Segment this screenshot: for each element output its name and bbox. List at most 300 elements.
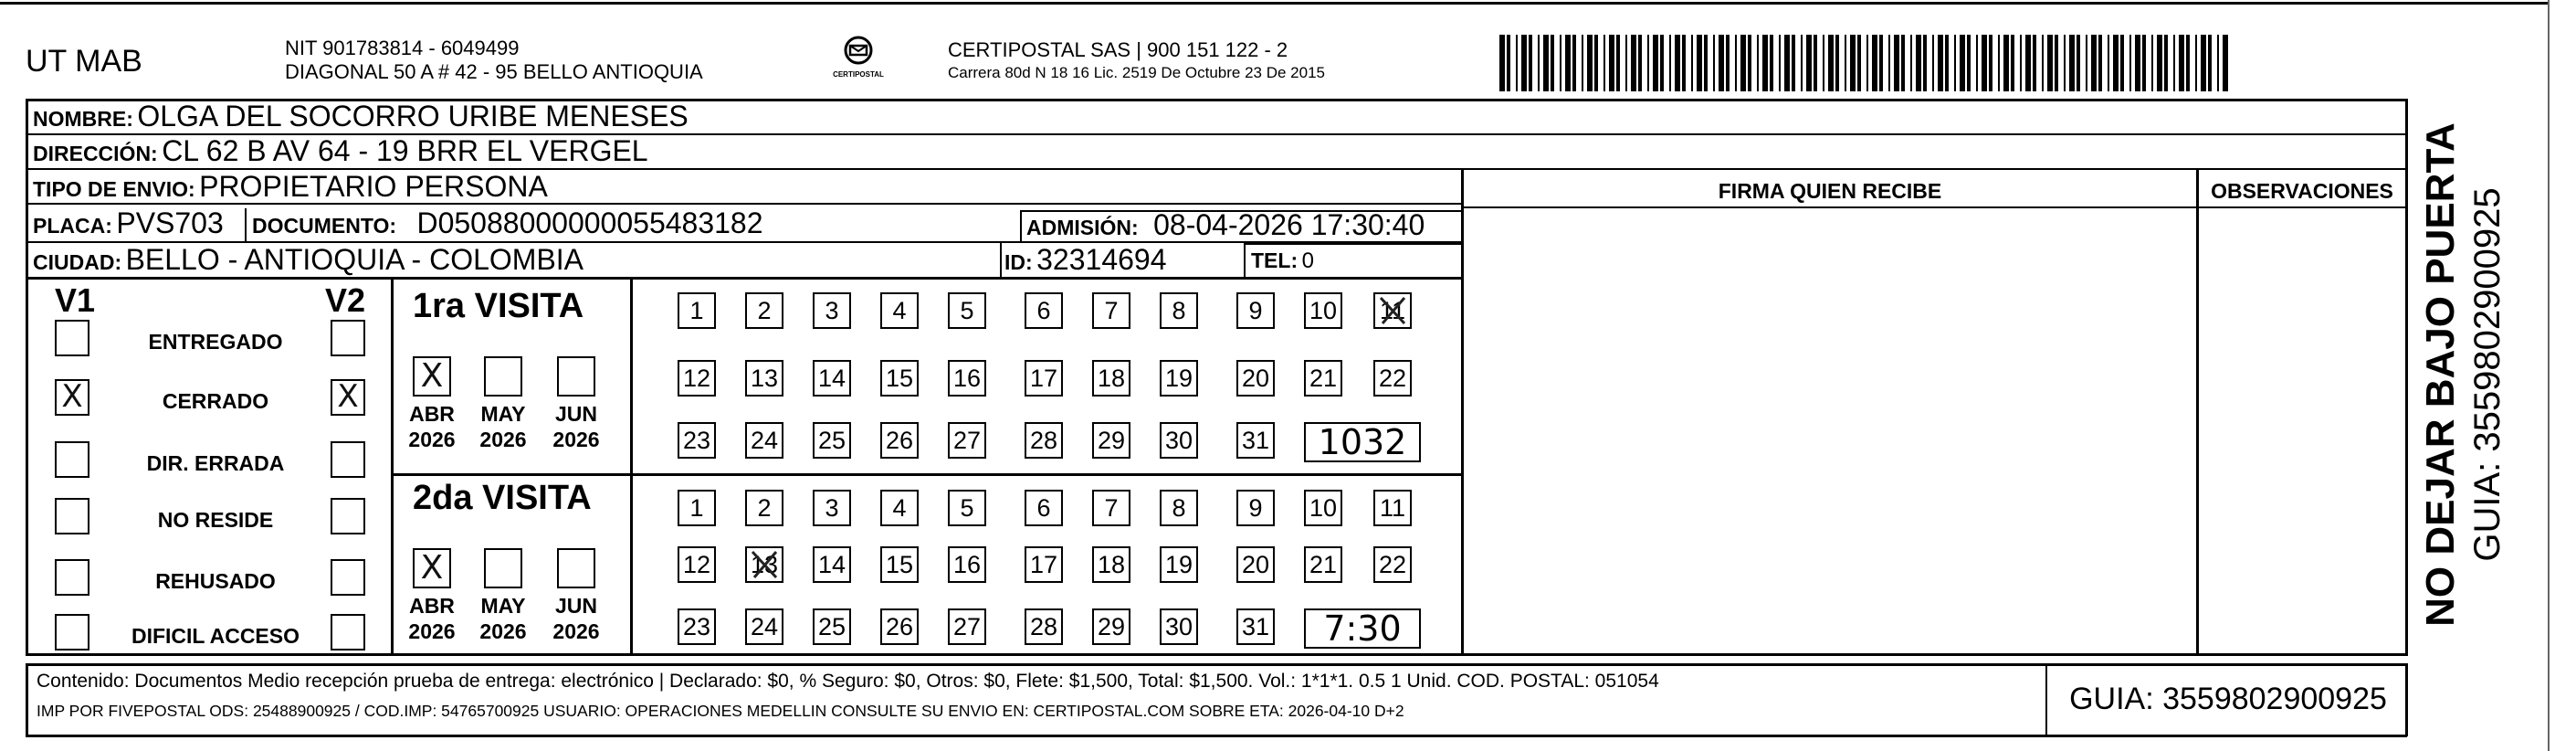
type-label: TIPO DE ENVIO: [33,177,195,201]
day-number: 26 [885,427,914,454]
day-box[interactable] [948,360,986,397]
day-box[interactable] [1092,422,1130,459]
barcode-bar [1603,35,1605,91]
month-label: MAY [480,402,526,426]
barcode-bar [2025,35,2031,91]
barcode-bar [1660,35,1664,91]
footer-guia: GUIA: 3559802900925 [2069,682,2387,716]
day-box[interactable] [948,490,986,526]
day-number: 7 [1104,494,1119,522]
barcode-bar [1726,35,1730,91]
day-number: 19 [1164,365,1193,392]
barcode-bar [1850,35,1856,91]
barcode-bar [1653,35,1658,91]
day-number: 7 [1104,297,1119,324]
day-number: 27 [952,427,982,454]
barcode-bar [2164,35,2168,91]
day-number: 8 [1172,494,1186,522]
day-number: 4 [892,494,907,522]
barcode-bar [1507,35,1510,91]
day-number: 21 [1309,365,1338,392]
day-box[interactable] [745,360,783,397]
status-v2-checkbox[interactable] [331,320,365,356]
year-label: 2026 [479,619,527,643]
barcode-bar [1806,35,1812,91]
footer-imp: IMP POR FIVEPOSTAL ODS: 25488900925 / COD.IMP: 54765700925 USUARIO: OPERACIONES MEDELLIN CONSULTE SU ENVIO EN: CERTIPOSTAL.COM SOBRE ETA: 2026-04-10 D+2 [37,702,1404,720]
day-number: 10 [1309,494,1338,522]
day-box[interactable] [813,422,851,459]
day-number: 27 [952,613,982,640]
day-box[interactable] [1304,546,1342,583]
day-cross-mark [747,548,782,581]
day-box[interactable] [678,490,716,526]
barcode-bar [1691,35,1693,91]
day-box[interactable] [745,608,783,645]
month-label: MAY [480,594,526,618]
barcode-bar [1989,35,1992,91]
barcode-bar [1551,35,1554,91]
day-box[interactable] [1236,292,1275,329]
day-number: 28 [1029,613,1058,640]
day-number: 18 [1097,551,1126,578]
barcode-bar [1888,35,1890,91]
day-box[interactable] [1092,292,1130,329]
barcode-bar [1901,35,1905,91]
city-field [33,243,584,277]
status-label: CERRADO [162,389,269,413]
day-number: 15 [885,551,914,578]
day-number: 30 [1164,613,1193,640]
tel-label: TEL: [1251,249,1299,272]
day-number: 25 [817,427,846,454]
time-field[interactable]: 7:30 [1304,608,1421,649]
day-box[interactable] [880,490,919,526]
barcode-bar [1910,35,1912,91]
day-box[interactable] [1160,608,1198,645]
barcode-bar [1675,35,1680,91]
day-box[interactable] [1025,546,1063,583]
day-box[interactable] [1304,360,1342,397]
day-box[interactable] [1092,490,1130,526]
day-number: 15 [885,365,914,392]
barcode-bar [1543,35,1549,91]
day-number: 29 [1097,613,1126,640]
city-label: CIUDAD: [33,250,122,274]
barcode-bar [1916,35,1921,91]
barcode-bar [1938,35,1943,91]
barcode-bar [1784,35,1790,91]
visit1-title: 1ra VISITA [413,287,584,325]
day-box[interactable] [1025,360,1063,397]
barcode-bar [2135,35,2140,91]
barcode-bar [1609,35,1614,91]
name-label: NOMBRE: [33,107,133,131]
barcode-bar [2003,35,2009,91]
day-box[interactable] [1373,490,1412,526]
barcode-bar [1770,35,1773,91]
barcode-bar [1697,35,1702,91]
year-label: 2026 [552,428,600,451]
day-box[interactable] [1160,546,1198,583]
barcode-bar [1565,35,1571,91]
barcode-bar [2208,35,2212,91]
barcode-bar [1625,35,1627,91]
day-box[interactable] [880,292,919,329]
barcode-bar [1682,35,1686,91]
day-number: 31 [1241,427,1270,454]
day-box[interactable] [1025,608,1063,645]
visit2-title: 2da VISITA [413,479,592,517]
barcode-bar [1967,35,1971,91]
barcode-bar [1845,35,1846,91]
barcode-bar [1792,35,1795,91]
barcode-bar [1998,35,2000,91]
day-box[interactable] [745,422,783,459]
barcode-bar [2173,35,2175,91]
barcode-bar [2201,35,2206,91]
day-box[interactable] [948,422,986,459]
month-label: ABR [409,402,455,426]
status-label: ENTREGADO [148,330,283,354]
month-checkbox[interactable] [484,356,522,397]
month-checkbox[interactable] [557,548,595,588]
barcode-bar [2186,35,2190,91]
barcode-bar [1823,35,1824,91]
day-box[interactable] [1304,292,1342,329]
barcode-bar [1631,35,1636,91]
barcode-bar [1735,35,1737,91]
top-border [0,2,2548,5]
day-box[interactable] [745,292,783,329]
day-number: 11 [1379,297,1406,324]
day-box[interactable] [1236,546,1275,583]
city-value: BELLO - ANTIOQUIA - COLOMBIA [125,243,584,276]
barcode-bar [1757,35,1759,91]
day-box[interactable] [813,490,851,526]
day-number: 24 [750,427,779,454]
barcode-bar [1529,35,1532,91]
day-number: 16 [952,551,982,578]
month-checkbox[interactable]: X [413,548,451,588]
day-box[interactable] [1373,546,1412,583]
day-number: 30 [1164,427,1193,454]
logo-emblem-icon [840,35,877,66]
day-box[interactable] [880,608,919,645]
day-number: 25 [817,613,846,640]
sender-name: UT MAB [26,44,142,79]
barcode-bar [1932,35,1934,91]
day-number: 13 [750,551,779,578]
shipment-type: PROPIETARIO PERSONA [199,170,548,203]
day-box[interactable] [745,546,783,583]
day-number: 10 [1309,297,1338,324]
barcode-bar [1647,35,1649,91]
month-label: JUN [554,594,597,618]
address-label: DIRECCIÓN: [33,142,158,165]
day-box[interactable] [1025,422,1063,459]
day-box[interactable] [813,608,851,645]
day-box[interactable] [948,292,986,329]
barcode-bar [2033,35,2036,91]
day-number: 23 [682,427,711,454]
barcode-bar [1572,35,1576,91]
barcode-bar [2064,35,2066,91]
day-number: 4 [892,297,907,324]
day-box[interactable] [678,422,716,459]
plate-label: PLACA: [33,214,112,238]
barcode-bar [1954,35,1956,91]
right-margin-line [2548,0,2550,751]
barcode-bar [1960,35,1965,91]
status-v1-checkbox[interactable] [55,441,89,478]
day-number: 2 [757,297,772,324]
barcode-bar [2069,35,2075,91]
day-number: 5 [960,494,974,522]
barcode-bar [1740,35,1746,91]
barcode-bar [1719,35,1724,91]
status-v2-checkbox[interactable] [331,614,365,651]
day-box[interactable] [813,292,851,329]
day-box[interactable] [1236,608,1275,645]
year-label: 2026 [408,619,456,643]
barcode-bar [1713,35,1715,91]
barcode-bar [2055,35,2058,91]
day-number: 24 [750,613,779,640]
status-label: DIR. ERRADA [146,451,285,475]
time-field[interactable]: 1032 [1304,422,1421,462]
day-number: 5 [960,297,974,324]
admission-value: 08-04-2026 17:30:40 [1153,208,1425,241]
barcode-bar [1748,35,1751,91]
day-number: 8 [1172,297,1186,324]
day-number: 19 [1164,551,1193,578]
logo-text: CERTIPOSTAL [833,70,884,79]
day-box[interactable] [1025,292,1063,329]
barcode-bar [1835,35,1839,91]
barcode-bar [1704,35,1708,91]
day-number: 16 [952,365,982,392]
barcode-bar [1762,35,1768,91]
barcode-bar [2086,35,2087,91]
day-number: 31 [1241,613,1270,640]
barcode-bar [2113,35,2119,91]
tel-field [1251,249,1314,274]
day-number: 17 [1029,551,1058,578]
day-number: 22 [1378,365,1407,392]
day-number: 9 [1248,297,1263,324]
tel-value: 0 [1301,249,1314,273]
barcode-bar [2195,35,2197,91]
recipient-address: CL 62 B AV 64 - 19 BRR EL VERGEL [162,134,648,167]
barcode-bar [2217,35,2219,91]
month-checkbox[interactable] [484,548,522,588]
type-row [33,170,548,204]
name-row [33,100,689,133]
year-label: 2026 [479,428,527,451]
barcode-bar [1560,35,1561,91]
status-v1-checkbox[interactable] [55,614,89,651]
company-license: Carrera 80d N 18 16 Lic. 2519 De Octubre 23 De 2015 [948,64,1325,81]
day-box[interactable] [948,608,986,645]
barcode-bar [1923,35,1927,91]
day-box[interactable] [678,360,716,397]
barcode-bar [1814,35,1817,91]
barcode-bar [2157,35,2162,91]
barcode-bar [1587,35,1593,91]
status-label: NO RESIDE [157,508,274,532]
barcode-bar [1801,35,1803,91]
day-box[interactable] [1160,292,1198,329]
status-v2-checkbox[interactable] [331,498,365,534]
barcode-bar [2077,35,2080,91]
status-v1-checkbox[interactable] [55,320,89,356]
signature-header: FIRMA QUIEN RECIBE [1718,179,1942,203]
day-number: 13 [750,365,779,392]
barcode-bar [1499,35,1505,91]
day-number: 14 [817,551,846,578]
document-value: D05088000000055483182 [416,206,763,239]
day-box[interactable] [1373,360,1412,397]
v2-header: V2 [325,281,366,319]
day-number: 18 [1097,365,1126,392]
status-label: DIFICIL ACCESO [131,624,300,648]
barcode-bar [1779,35,1781,91]
sender-address: DIAGONAL 50 A # 42 - 95 BELLO ANTIOQUIA [285,60,703,83]
day-box[interactable] [880,546,919,583]
day-number: 28 [1029,427,1058,454]
day-box[interactable] [1373,292,1412,329]
admission-label: ADMISIÓN: [1026,216,1139,239]
status-label: REHUSADO [155,569,276,593]
recipient-name: OLGA DEL SOCORRO URIBE MENESES [137,100,689,132]
day-number: 3 [825,494,839,522]
barcode-bar [1894,35,1899,91]
day-number: 2 [757,494,772,522]
day-box[interactable] [813,546,851,583]
barcode-bar [1982,35,1987,91]
status-v1-checkbox[interactable] [55,559,89,596]
barcode-bar [1879,35,1883,91]
barcode-bar [2108,35,2109,91]
barcode-bar [1638,35,1642,91]
barcode-bar [1828,35,1834,91]
company-name: CERTIPOSTAL SAS | 900 151 122 - 2 [948,38,1288,61]
day-number: 20 [1241,365,1270,392]
barcode-bar [1857,35,1861,91]
barcode-bar [2179,35,2184,91]
day-box[interactable] [1092,360,1130,397]
id-label: ID: [1004,250,1033,274]
day-box[interactable] [1236,360,1275,397]
id-field [1004,243,1167,277]
day-number: 6 [1036,297,1051,324]
barcode-bar [2091,35,2097,91]
barcode-bar [2142,35,2146,91]
barcode-bar [2042,35,2044,91]
sender-nit: NIT 901783814 - 6049499 [285,37,520,59]
day-box[interactable] [678,546,716,583]
day-number: 11 [1379,494,1406,522]
status-v1-checkbox[interactable]: X [55,379,89,416]
document-label: DOCUMENTO: [252,214,397,238]
day-box[interactable] [1160,422,1198,459]
day-number: 12 [682,365,711,392]
barcode-bar [1616,35,1620,91]
day-box[interactable] [1304,490,1342,526]
day-box[interactable] [1160,490,1198,526]
day-box[interactable] [745,490,783,526]
month-checkbox[interactable] [557,356,595,397]
day-number: 22 [1378,551,1407,578]
year-label: 2026 [552,619,600,643]
month-checkbox[interactable]: X [413,356,451,397]
barcode-bar [2098,35,2102,91]
barcode-bar [1582,35,1583,91]
day-number: 20 [1241,551,1270,578]
day-number: 12 [682,551,711,578]
plate-value: PVS703 [116,206,224,239]
barcode-bar [1945,35,1949,91]
status-v2-checkbox[interactable] [331,441,365,478]
barcode-bar [1872,35,1877,91]
side-warning: NO DEJAR BAJO PUERTA [2418,122,2463,627]
day-box[interactable] [880,360,919,397]
barcode [1499,35,2230,91]
day-number: 23 [682,613,711,640]
day-box[interactable] [1236,422,1275,459]
v1-header: V1 [55,281,96,319]
day-number: 1 [689,494,704,522]
day-box[interactable] [1092,546,1130,583]
day-box[interactable] [1160,360,1198,397]
barcode-bar [1594,35,1598,91]
status-v2-checkbox[interactable]: X [331,379,365,416]
barcode-bar [2120,35,2124,91]
observations-header: OBSERVACIONES [2211,179,2393,203]
month-label: ABR [409,594,455,618]
day-box[interactable] [880,422,919,459]
day-box[interactable] [813,360,851,397]
day-number: 6 [1036,494,1051,522]
day-number: 17 [1029,365,1058,392]
id-value: 32314694 [1036,243,1167,276]
barcode-bar [1538,35,1540,91]
day-box[interactable] [1092,608,1130,645]
day-box[interactable] [1025,490,1063,526]
day-cross-mark [1375,294,1410,327]
day-box[interactable] [678,608,716,645]
document-field [252,206,763,240]
day-number: 1 [689,297,704,324]
day-box[interactable] [678,292,716,329]
address-row [33,134,648,168]
barcode-bar [1866,35,1868,91]
day-number: 9 [1248,494,1263,522]
day-number: 21 [1309,551,1338,578]
barcode-bar [1669,35,1671,91]
side-guia: GUIA: 3559802900925 [2467,187,2508,562]
day-box[interactable] [948,546,986,583]
barcode-bar [2151,35,2153,91]
plate-field [33,206,224,240]
day-number: 14 [817,365,846,392]
day-number: 3 [825,297,839,324]
day-box[interactable] [1236,490,1275,526]
status-v2-checkbox[interactable] [331,559,365,596]
barcode-bar [1976,35,1978,91]
barcode-bar [2129,35,2131,91]
status-v1-checkbox[interactable] [55,498,89,534]
